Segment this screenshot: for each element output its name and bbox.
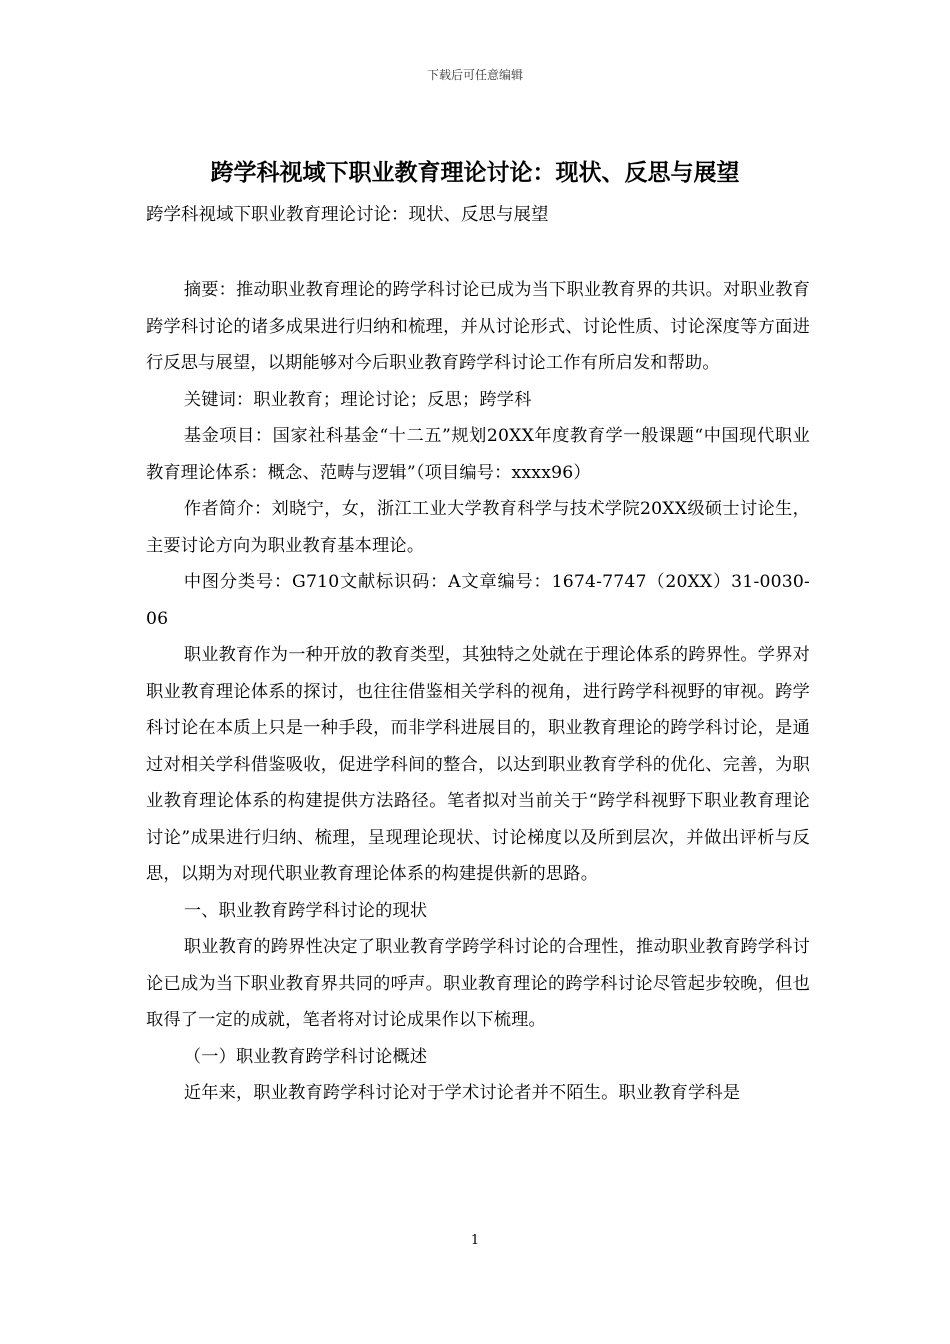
page-number: 1 xyxy=(470,1233,480,1248)
author-paragraph: 作者简介：刘晓宁，女，浙江工业大学教育科学与技术学院20XX级硕士讨论生，主要讨论方向为职业教育基本理论。 xyxy=(146,499,810,556)
abstract-paragraph: 摘要：推动职业教育理论的跨学科讨论已成为当下职业教育界的共识。对职业教育跨学科讨论的诸多成果进行归纳和梳理，并从讨论形式、讨论性质、讨论深度等方面进行反思与展望，以期能够对今后职业教育跨学科讨论工作有所启发和帮助。 xyxy=(146,280,810,373)
classification-paragraph: 中图分类号：G710文献标识码：A文章编号：1674-7747（20XX）31-0030-06 xyxy=(146,572,810,629)
document-subtitle: 跨学科视域下职业教育理论讨论：现状、反思与展望 xyxy=(146,205,549,225)
page-header: 下载后可任意编辑 xyxy=(426,68,523,82)
subsection-paragraph: 近年来，职业教育跨学科讨论对于学术讨论者并不陌生。职业教育学科是 xyxy=(183,1083,741,1103)
intro-paragraph: 职业教育作为一种开放的教育类型，其独特之处就在于理论体系的跨界性。学界对职业教育理论体系的探讨，也往往借鉴相关学科的视角，进行跨学科视野的审视。跨学科讨论在本质上只是一种手段，而非学科进展目的，职业教育理论的跨学科讨论，是通过对相关学科借鉴吸收，促进学科间的整合，以达到职业教育学科的优化、完善，为职业教育理论体系的构建提供方法路径。笔者拟对当前关于“跨学科视野下职业教育理论讨论”成果进行归纳、梳理，呈现理论现状、讨论梯度以及所到层次，并做出评析与反思，以期为对现代职业教育理论体系的构建提供新的思路。 xyxy=(146,645,810,884)
subsection-heading: （一）职业教育跨学科讨论概述 xyxy=(183,1046,428,1067)
fund-paragraph: 基金项目：国家社科基金“十二五”规划20XX年度教育学一般课题“中国现代职业教育理论体系：概念、范畴与逻辑”（项目编号：xxxx96） xyxy=(146,426,810,483)
section-heading: 一、职业教育跨学科讨论的现状 xyxy=(183,900,428,921)
document-body xyxy=(146,272,810,1112)
document-title: 跨学科视域下职业教育理论讨论：现状、反思与展望 xyxy=(210,159,740,186)
keywords-paragraph: 关键词：职业教育；理论讨论；反思；跨学科 xyxy=(183,389,532,410)
section-paragraph: 职业教育的跨界性决定了职业教育学跨学科讨论的合理性，推动职业教育跨学科讨论已成为当下职业教育界共同的呼声。职业教育理论的跨学科讨论尽管起步较晚，但也取得了一定的成就，笔者将对讨论成果作以下梳理。 xyxy=(146,937,810,1030)
